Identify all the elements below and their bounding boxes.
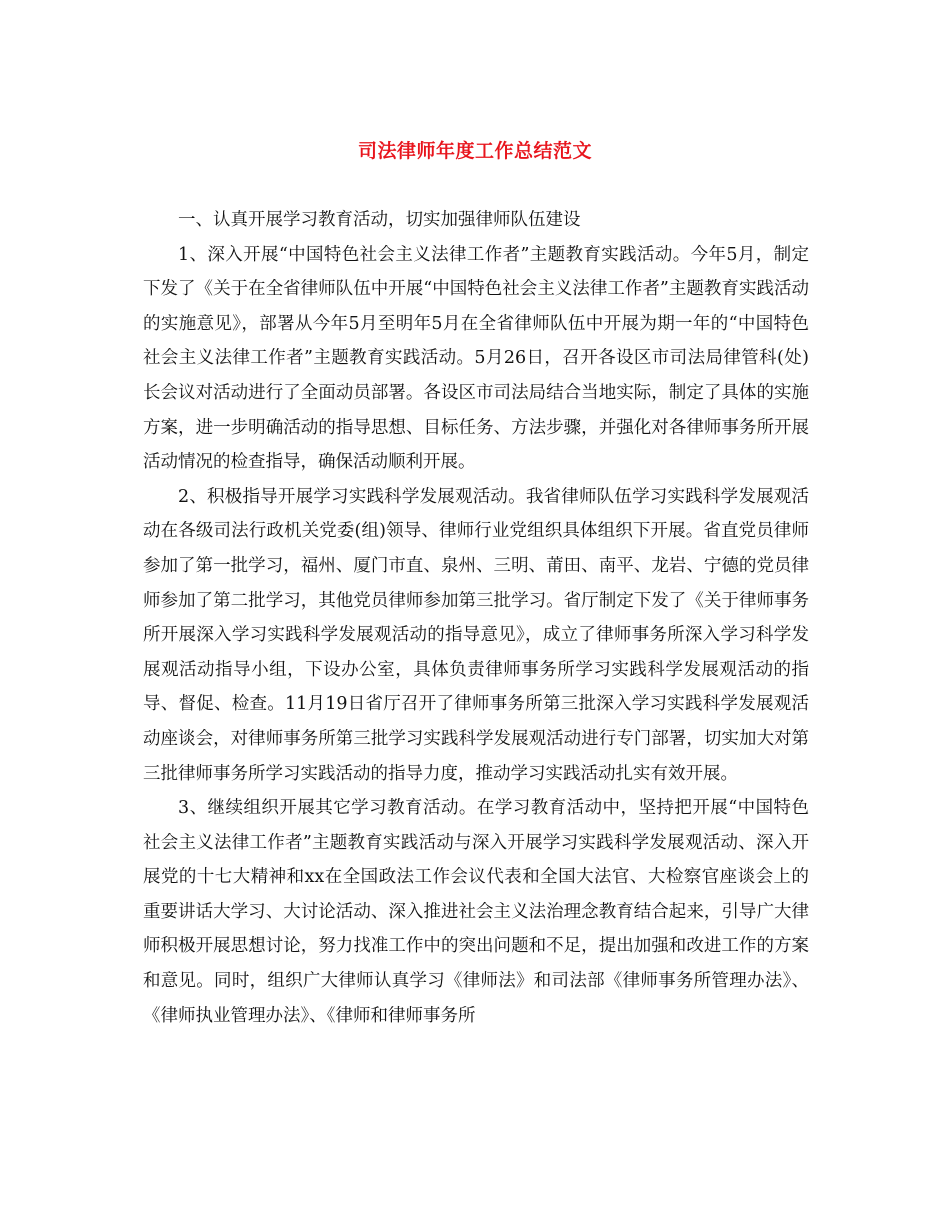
paragraph-2: 2、积极指导开展学习实践科学发展观活动。我省律师队伍学习实践科学发展观活动在各级司法行政机关党委(组)领导、律师行业党组织具体组织下开展。省直党员律师参加了第一批学习，福州、厦门市直、泉州、三明、莆田、南平、龙岩、宁德的党员律师参加了第二批学习，其他党员律师参加第三批学习。省厅制定下发了《关于律师事务所开展深入学习实践科学发展观活动的指导意见》，成立了律师事务所深入学习科学发展观活动指导小组，下设办公室，具体负责律师事务所学习实践科学发展观活动的指导、督促、检查。11月19日省厅召开了律师事务所第三批深入学习实践科学发展观活动座谈会，对律师事务所第三批学习实践科学发展观活动进行专门部署，切实加大对第三批律师事务所学习实践活动的指导力度，推动学习实践活动扎实有效开展。: [143, 486, 809, 784]
paragraph-3: 3、继续组织开展其它学习教育活动。在学习教育活动中，坚持把开展“中国特色社会主义法律工作者”主题教育实践活动与深入开展学习实践科学发展观活动、深入开展党的十七大精神和xx在全国政法工作会议代表和全国大法官、大检察官座谈会上的重要讲话大学习、大讨论活动、深入推进社会主义法治理念教育结合起来，引导广大律师积极开展思想讨论，努力找准工作中的突出问题和不足，提出加强和改进工作的方案和意见。同时，组织广大律师认真学习《律师法》和司法部《律师事务所管理办法》、《律师执业管理办法》、《律师和律师事务所: [143, 798, 809, 1026]
paragraph-1: 1、深入开展“中国特色社会主义法律工作者”主题教育实践活动。今年5月，制定下发了《关于在全省律师队伍中开展“中国特色社会主义法律工作者”主题教育实践活动的实施意见》，部署从今年5月至明年5月在全省律师队伍中开展为期一年的“中国特色社会主义法律工作者”主题教育实践活动。5月26日，召开各设区市司法局律管科(处)长会议对活动进行了全面动员部署。各设区市司法局结合当地实际，制定了具体的实施方案，进一步明确活动的指导思想、目标任务、方法步骤，并强化对各律师事务所开展活动情况的检查指导，确保活动顺利开展。: [143, 244, 809, 473]
document-body: [143, 203, 809, 1033]
section-heading: 一、认真开展学习教育活动，切实加强律师队伍建设: [178, 210, 581, 230]
document-title: 司法律师年度工作总结范文: [357, 140, 592, 162]
